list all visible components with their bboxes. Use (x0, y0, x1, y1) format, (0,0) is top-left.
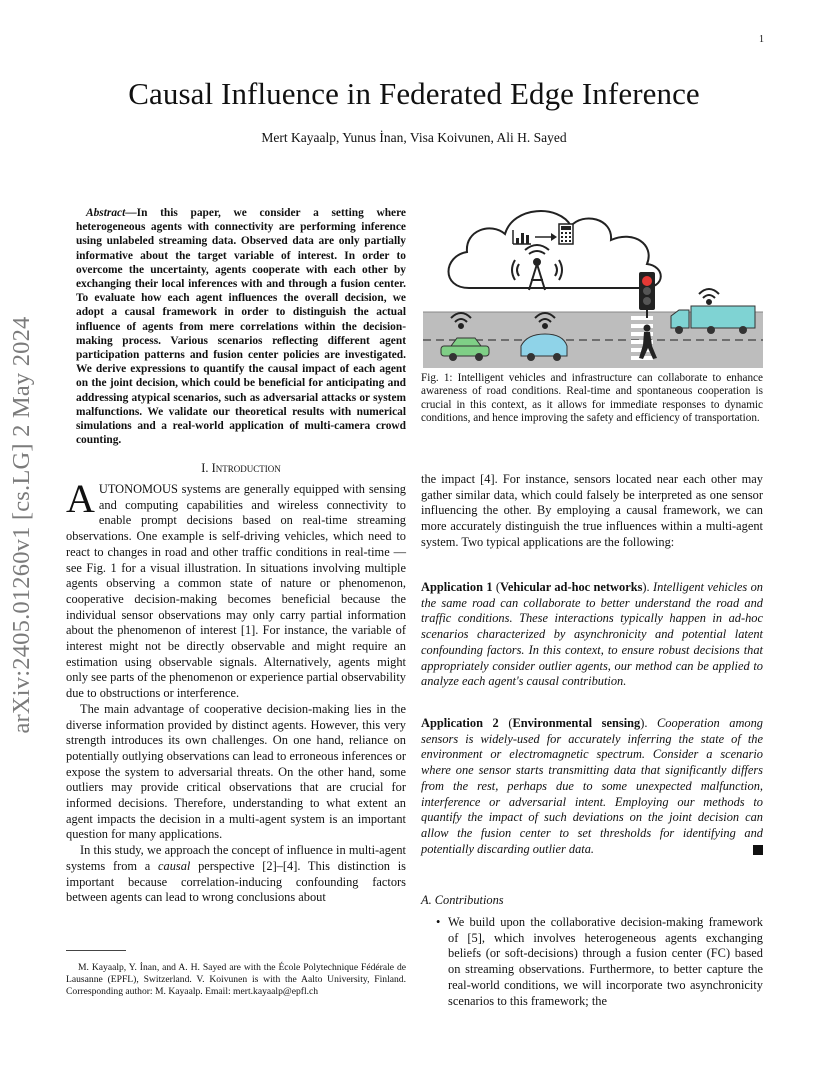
right-column-intro (421, 472, 763, 551)
paper-title: Causal Influence in Federated Edge Inference (128, 76, 700, 111)
section-number: I. (201, 461, 212, 475)
abstract-text: —In this paper, we consider a setting where heterogeneous agents with connectivity are performing inference using unlabeled streaming data. Observed data are only partially informative about the target variable of interest. In order to overcome the uncertainty, agents cooperate with each other by exchanging their local inferences with and through a fusion center. To evaluate how each agent influences the overall decision, we adopt a causal framework in order to distinguish the actual influence of agents from mere correlations within the decision-making process. Various scenarios reflecting different agent participation patterns and fusion center policies are investigated. We derive expressions to quantify the causal impact of each agent on the joint decision, which could be beneficial for anticipating and addressing atypical scenarios, such as adversarial attacks or system malfunctions. We validate our theoretical results with numerical simulations and a real-world application of multi-camera crowd counting. (76, 207, 406, 447)
calculator-icon (559, 224, 573, 244)
section-title: Introduction (211, 461, 281, 475)
figure-1-caption: Fig. 1: Intelligent vehicles and infrastructure can collaborate to enhance awareness of road conditions. Real-time and spontaneous cooperation is crucial in this context, as it allows for immediate responses to dynamic conditions, and hence improving the safety and efficiency of transportation. (421, 372, 763, 425)
bullet-icon: • (436, 915, 441, 929)
intro-body (66, 476, 406, 906)
arxiv-stamp (2, 290, 42, 760)
contribution-bullet-1: We build upon the collaborative decision-making framework of [5], which involves heterogeneous agents exchanging beliefs (or soft-decisions) through a fusion center (FC) based on streaming observations. Furthermore, to better capture the real-world conditions, we will incorporate two asynchronicity scenarios to this framework; the (448, 915, 763, 1008)
figure-1-illustration (421, 200, 765, 368)
intro-paragraph-1: AUTONOMOUS systems are generally equipped with sensing and computing capabilities and wireless connectivity to enable prompt decisions based on real-time streaming observations. One example is self-driving vehicles, which need to react to changes in road and other traffic conditions in real-time — see Fig. 1 for a visual illustration. In situations involving multiple agents observing a common state of nature or phenomenon, cooperative decision-making becomes beneficial because the individual sensor observations may only carry partial information about the phenomenon of interest [1]. For instance, the variable of interest might not be directly observable and might require an estimation using observable signals. Alternatively, agents might only see parts of the phenomenon or experience partial observability due to obstructions or interference. (66, 476, 406, 701)
footnote-rule (66, 950, 126, 951)
drop-cap: A (66, 476, 95, 521)
intro-paragraph-3: In this study, we approach the concept of influence in multi-agent systems from a causal perspective [2]–[4]. This distinction is important because correlation-inducing confounding factors between agents can lead to wrong conclusions about (66, 843, 406, 905)
author-list: Mert Kayaalp, Yunus İnan, Visa Koivunen, Ali H. Sayed (261, 130, 567, 145)
application-2: Application 2 (Environmental sensing). Cooperation among sensors is widely-used for accurately inferring the state of the environment or electromagnetic spectrum. Consider a scenario where one sensor starts transmitting data that significantly differs from the rest, perhaps due to some unexpected malfunction, interference or adversarial intent. Employing our methods to quantify the impact of such deviations on the joint decision can allow the fusion center to set thresholds for identifying and potentially discarding outlier data. (421, 716, 763, 856)
qed-square-icon (753, 845, 763, 855)
section-heading-introduction (76, 461, 406, 476)
application-1: Application 1 (Vehicular ad-hoc networks). Intelligent vehicles on the same road can collaborate to better understand the road and traffic conditions. These interactions typically happen in ad-hoc scenarios characterized by asynchronicity and potential latent confounding factors. In this context, to ensure robust decisions that appropriately consider outlier agents, our method can be applied to analyze each agent's causal contribution. (421, 580, 763, 689)
traffic-light-icon (639, 272, 655, 318)
arxiv-stamp-text: arXiv:2405.01260v1 [cs.LG] 2 May 2024 (8, 316, 35, 734)
intro-paragraph-2: The main advantage of cooperative decision-making lies in the diverse information provided by distinct agents. However, this very strength introduces its own challenges. On one hand, reliance on potentially outlying observations can lead to erroneous inferences or expose the system to adversarial threats. On the other hand, some outliers may provide critical observations that are crucial for informed decisions. Therefore, understanding to what extent an agent impacts the decision in a multi-agent system is an important question for many applications. (66, 701, 406, 842)
abstract-label: Abstract (86, 207, 126, 219)
affiliation-footnote: M. Kayaalp, Y. İnan, and A. H. Sayed are with the École Polytechnique Fédérale de Lausanne (EPFL), Switzerland. V. Koivunen is with the Aalto University, Finland. Corresponding author: M. Kayaalp. Email: mert.kayaalp@epfl.ch (66, 962, 406, 998)
cloud-shape (449, 211, 661, 288)
wifi-icon-truck (699, 289, 719, 304)
right-paragraph-1: the impact [4]. For instance, sensors located near each other may gather similar data, which could falsely be interpreted as one sensor influencing the other. By employing a causal framework, we can more accurately distinguish the true influences within a multi-agent system. Two typical applications are the following: (421, 472, 763, 549)
subsection-heading-contributions: A. Contributions (421, 893, 504, 907)
abstract (76, 206, 406, 447)
page-number: 1 (759, 34, 764, 45)
